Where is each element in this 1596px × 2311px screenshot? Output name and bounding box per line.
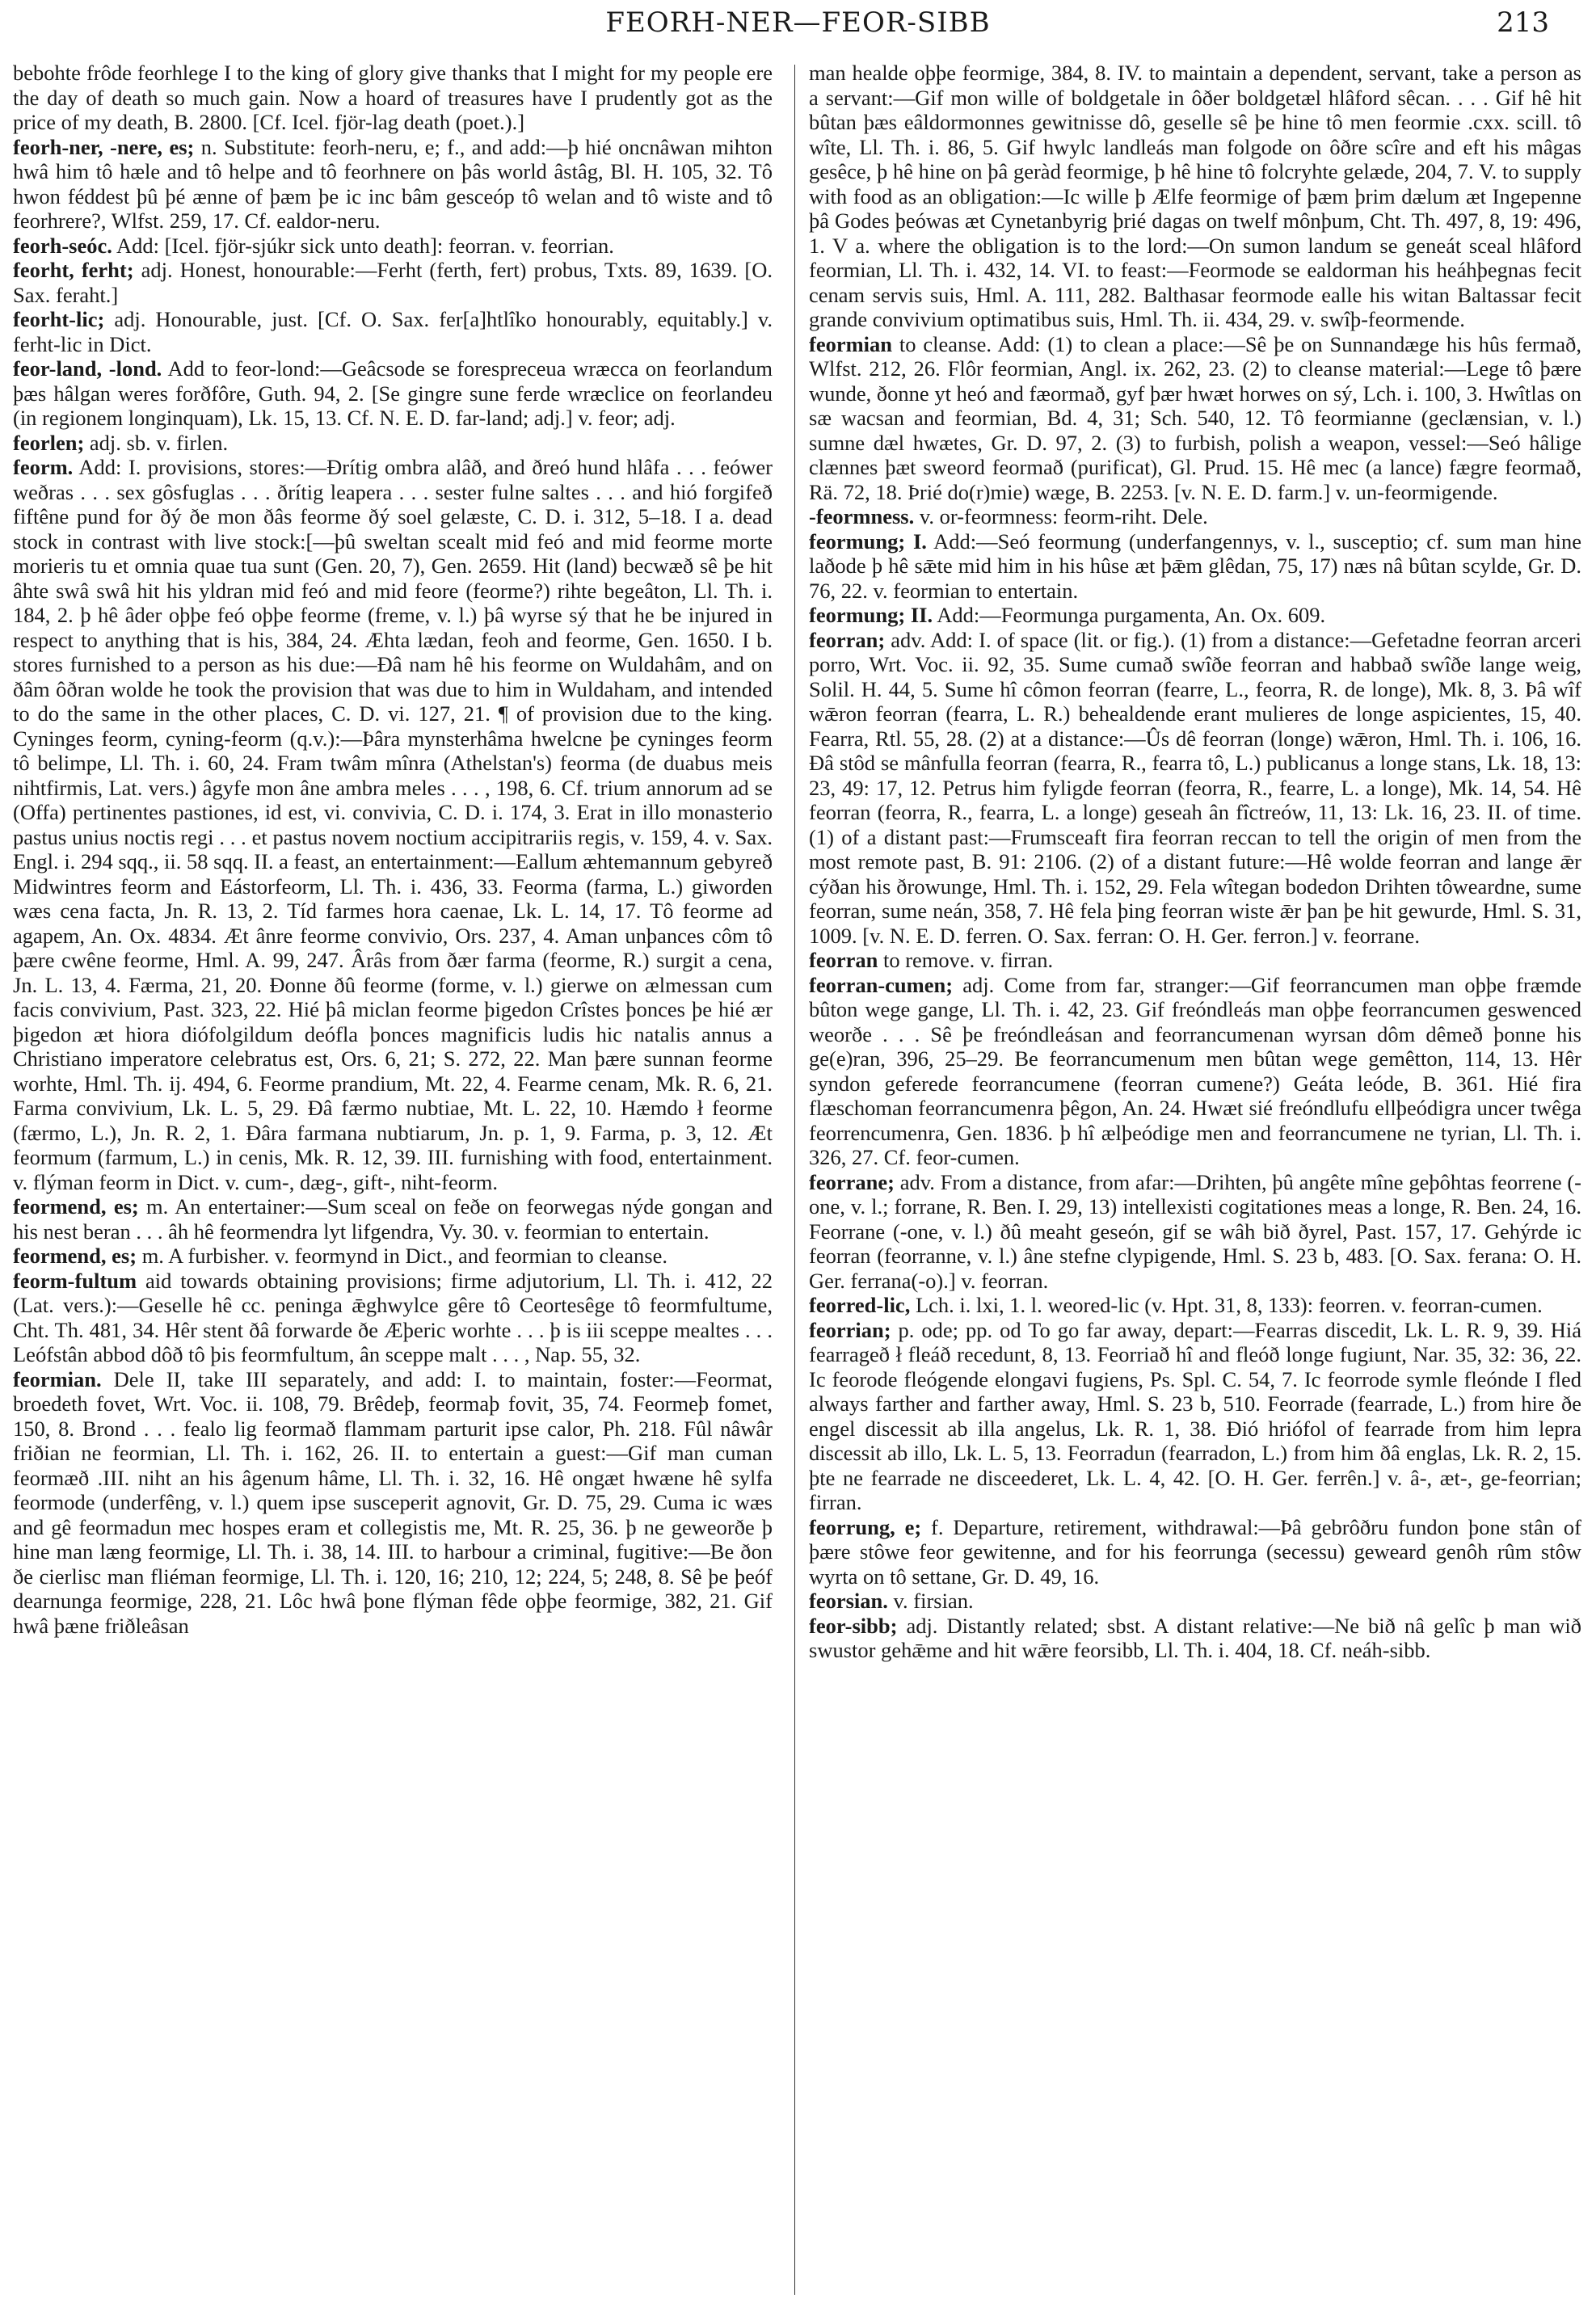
dictionary-entry bbox=[809, 332, 1581, 505]
entry-text: aid towards obtaining provisions; firme adjutorium, Ll. Th. i. 412, 22 (Lat. vers.):—Geselle hê cc. peninga ǣghwylce gêre tô Ceortesêge tô feormfultume, Cht. Th. 481, 34. Hêr stent ðâ forwarde ðe Æþeric worhte . . . þ is iii sceppe mealtes . . . Leófstân abbod dôð tô þis feormfultum, ân sceppe malt . . . , Nap. 55, 32. bbox=[13, 1268, 773, 1366]
dictionary-entry bbox=[13, 431, 773, 456]
dictionary-entry bbox=[809, 603, 1581, 628]
dictionary-entry bbox=[13, 1367, 773, 1639]
entry-text: Dele II, take III separately, and add: I. to maintain, foster:—Feormat, broedeth fovet, Wrt. Voc. ii. 108, 79. Brêdeþ, feormaþ fovit, 35, 74. Feormeþ fomet, 150, 8. Brond . . . fealo lig feormað flammam parturit ipse calor, Ph. 218. Fûl nâwâr friðian ne feormian, Ll. Th. i. 162, 26. II. to entertain a guest:—Gif man cuman feormæð .III. niht an his âgenum hâme, Ll. Th. i. 32, 16. Hê ongæt hwæne hê sylfa feormode (underfêng, v. l.) quem ipse susceperit agnovit, Gr. D. 75, 29. Cuma ic wæs and gê feormadun mec hospes eram et collegistis me, Mt. R. 25, 36. þ ne geweorðe þ hine man læng feormige, Ll. Th. i. 38, 14. III. to harbour a criminal, fugitive:—Be ðon ðe cierlisc man fliéman feormige, Ll. Th. i. 120, 16; 210, 12; 224, 5; 248, 8. Sê þe þeóf dearnunga feormige, 228, 21. Lôc hwâ þone flýman fêde oþþe feormige, 382, 21. Gif hwâ þæne friðleâsan bbox=[13, 1366, 773, 1638]
entry-text: Add: [Icel. fjör-sjúkr sick unto death]: feorran. v. feorrian. bbox=[116, 233, 614, 258]
entry-headword: feorrian; bbox=[809, 1317, 891, 1342]
entry-text: Add to feor-lond:—Geâcsode se forespreceua wræcca on feorlandum þæs hâlgan weres forðfôre, Guth. 94, 2. [Se gingre sune ferde wræclice on feorlandeu (in regionem longinquam), Lk. 15, 13. Cf. N. E. D. far-land; adj.] v. feor; adj. bbox=[13, 356, 773, 430]
dictionary-entry bbox=[13, 61, 773, 135]
entry-headword: feorm-fultum bbox=[13, 1268, 137, 1293]
running-title: FEORH-NER—FEOR-SIBB bbox=[605, 6, 991, 39]
entry-headword: feor-land, -lond. bbox=[13, 356, 162, 381]
dictionary-entry bbox=[809, 1170, 1581, 1294]
page-number: 213 bbox=[1497, 6, 1549, 39]
dictionary-entry bbox=[809, 948, 1581, 973]
entry-text: Add:—Seó feormung (underfangennys, v. l., susceptio; cf. sum man hine laðode þ hê sǣte mid him in his hûse æt þǣm glêdan, 75, 17) næs nâ bûtan scylde, Gr. D. 76, 22. v. feormian to entertain. bbox=[809, 528, 1581, 603]
entry-text: p. ode; pp. od To go far away, depart:—Fearras discedit, Lk. L. R. 9, 39. Hiá fearrageð ł fleáð recedunt, 8, 13. Feorriað hî and fleóð longe fugiunt, Nar. 35, 32: 36, 22. Ic feorode fleógende elongavi fugiens, Ps. Spl. C. 54, 7. Ic feorrode symle fleónde I fled always farther and farther away, Hml. S. 23 b, 510. Feorrade (fearrade, L.) from hire ðe engel discessit ab illa angelus, Lk. R. 1, 38. Ðió hriófol of fearrade from him lepra discessit ab illo, Lk. L. 5, 13. Feorradun (fearradon, L.) from him ðâ englas, Lk. R. 2, 15. þte ne fearrade ne disceederet, Lk. L. 4, 42. [O. H. Ger. ferrên.] v. â-, æt-, ge-feorrian; firran. bbox=[809, 1317, 1581, 1514]
entry-headword: feorrung, e; bbox=[809, 1514, 922, 1539]
dictionary-entry bbox=[809, 1318, 1581, 1515]
dictionary-entry bbox=[809, 628, 1581, 949]
entry-headword: feorm. bbox=[13, 455, 74, 479]
entry-headword: -feormness. bbox=[809, 504, 915, 528]
dictionary-entry bbox=[13, 135, 773, 234]
entry-text: adj. Honourable, just. [Cf. O. Sax. fer[a]htlîko honourably, equitably.] v. ferht-lic in Dict. bbox=[13, 307, 773, 356]
dictionary-entry bbox=[13, 234, 773, 259]
dictionary-entry bbox=[13, 356, 773, 431]
entry-headword: feormend, es; bbox=[13, 1244, 137, 1268]
entry-headword: feorht-lic; bbox=[13, 307, 105, 331]
dictionary-entry bbox=[13, 307, 773, 356]
entry-headword: feorred-lic, bbox=[809, 1293, 911, 1317]
entry-text: adj. Come from far, stranger:—Gif feorrancumen man oþþe fræmde bûton wege gange, Ll. Th. i. 42, 23. Gif freóndleás man oþþe feorrancumen geswenced weorðe . . . Sê þe freóndleásan and feorrancumenan wyrsan dôm dêmeð þonne his ge(e)ran, 396, 25–29. Be feorrancumenum men bûtan wege gemêtton, 114, 13. Hêr syndon geferede feorrancumene (feorran cumene?) Geáta leóde, B. 361. Hié fira flæschoman feorrancumenra þêgon, An. 24. Hwæt sié freóndlufu ellþeódigra uncer twêga feorrencumenra, Gen. 1836. þ hî ælþeódige men and feorrancumene ne tyrian, Ll. Th. i. 326, 27. Cf. feor-cumen. bbox=[809, 972, 1581, 1169]
entry-text: v. or-feormness: feorm-riht. Dele. bbox=[919, 504, 1208, 528]
dictionary-entry bbox=[13, 1244, 773, 1269]
entry-headword: feormian bbox=[809, 331, 893, 356]
dictionary-entry bbox=[809, 1614, 1581, 1663]
entry-headword: feorsian. bbox=[809, 1589, 888, 1613]
entry-headword: feormung; I. bbox=[809, 528, 927, 554]
dictionary-entry bbox=[809, 529, 1581, 604]
entry-headword: feor-sibb; bbox=[809, 1613, 898, 1638]
column-divider bbox=[794, 65, 795, 2295]
entry-headword: feorran-cumen; bbox=[809, 972, 954, 997]
entry-headword: feormian. bbox=[13, 1366, 102, 1391]
entry-headword: feormend, es; bbox=[13, 1194, 139, 1219]
entry-text: n. Substitute: feorh-neru, e; f., and add:—þ hié oncnâwan mihton hwâ him tô hæle and tô helpe and tô feorhnere on þâs world âstâg, Bl. H. 105, 32. Tô hwon féddest þû þé ænne of þæm þe ic inc bâm gesceóp tô welan and tô wiste and tô feorhrere?, Wlfst. 259, 17. Cf. ealdor-neru. bbox=[13, 134, 773, 233]
dictionary-entry bbox=[809, 504, 1581, 529]
dictionary-entry bbox=[809, 61, 1581, 332]
entry-text: Lch. i. lxi, 1. l. weored-lic (v. Hpt. 31, 8, 133): feorren. v. feorran-cumen. bbox=[915, 1293, 1543, 1317]
entry-text: man healde oþþe feormige, 384, 8. IV. to maintain a dependent, servant, take a person as a servant:—Gif mon wille of boldgetale in ôðer boldgetæl hlâford sêcan. . . . Gif hê hit bûtan þæs eâldormonnes gewitnisse dô, geselle sê þe hine tô men feormie .cxx. scill. tô wîte, Ll. Th. i. 86, 5. Gif hwylc landleás man folgode on ôðre scîre and eft his mâgas gesêce, þ hê hine on þâ geràd feormige, þ hê hine tô folcryhte gelæde, 204, 7. V. to supply with food as an obligation:—Ic wille þ Ælfe feormige of þæm þrim dælum æt Ingepenne þâ Godes þeówas æt Cynetanbyrig þrié dagas on twelf mônþum, Cht. Th. 497, 8, 19: 496, 1. V a. where the obligation is to the lord:—On sumon landum se geneát sceal hlâford feormian, Ll. Th. i. 432, 14. VI. to feast:—Feormode se ealdorman his heáhþegnas fecit cenam servis suis, Hml. A. 111, 282. Balthasar feormode ealle his witan Baltassar fecit grande convivium optimatibus suis, Hml. Th. ii. 434, 29. v. swîþ-feormende. bbox=[809, 61, 1581, 331]
entry-headword: feormung; II. bbox=[809, 603, 933, 627]
dictionary-entry bbox=[809, 1293, 1581, 1318]
entry-headword: feorran bbox=[809, 948, 878, 972]
dictionary-entry bbox=[13, 1269, 773, 1367]
dictionary-entry bbox=[13, 258, 773, 307]
entry-text: to remove. v. firran. bbox=[882, 948, 1054, 972]
entry-text: adv. From a distance, from afar:—Drihten, þû angête mîne geþôhtas feorrene (-one, v. l.; forrane, R. Ben. I. 29, 13) intellexisti cogitationes meas a longe, R. Ben. 24, 16. Feorrane (-one, v. l.) ðû meaht geseón, gif se wâh bið ðyrel, Past. 157, 17. Gehýrde ic feorran (feorranne, v. l.) âne stefne clypigende, Hml. S. 23 b, 483. [O. Sax. ferana: O. H. Ger. ferrana(-o).] v. feorran. bbox=[809, 1169, 1581, 1293]
dictionary-entry bbox=[809, 1589, 1581, 1614]
dictionary-entry bbox=[809, 1515, 1581, 1589]
entry-text: m. A furbisher. v. feormynd in Dict., and feormian to cleanse. bbox=[141, 1244, 667, 1268]
entry-headword: feorrane; bbox=[809, 1169, 895, 1194]
entry-text: to cleanse. Add: (1) to clean a place:—Sê þe on Sunnandæge his hûs fermað, Wlfst. 212, 26. Flôr feormian, Angl. ix. 262, 23. (2) to cleanse material:—Lege tô þære wunde, ðonne yt heó and fæormað, gyf þær hwæt horwes on sý, Lch. i. 100, 3. Hwîtlas on sæ wacsan and feormian, Bd. 4, 31; Sch. 540, 12. Tô feormianne (geclænsian, v. l.) sumne dæl hwætes, Gr. D. 97, 2. (3) to furbish, polish a weapon, vessel:—Seó hâlige clænnes þæt sweord feormað (purificat), Gl. Prud. 15. Hê mec (a lance) fægre feormað, Rä. 72, 18. Þrié do(r)mie) wæge, B. 2253. [v. N. E. D. farm.] v. un-feormigende. bbox=[809, 331, 1581, 504]
entry-text: f. Departure, retirement, withdrawal:—Þâ gebrôðru fundon þone stân of þære stôwe feor gewitenne, and for his feorrunga (secessu) geweard genôh rûm stôw wyrta on tô settane, Gr. D. 49, 16. bbox=[809, 1514, 1581, 1589]
dictionary-entry bbox=[13, 455, 773, 1194]
entry-text: v. firsian. bbox=[893, 1589, 974, 1613]
entry-headword: feorh-ner, -nere, es; bbox=[13, 134, 195, 159]
entry-text: adj. Distantly related; sbst. A distant relative:—Ne bið nâ gelîc þ man wið swustor gehǣme and hit wǣre feorsibb, Ll. Th. i. 404, 18. Cf. neáh-sibb. bbox=[809, 1613, 1581, 1662]
entry-headword: feorh-seóc. bbox=[13, 233, 112, 258]
entry-text: adv. Add: I. of space (lit. or fig.). (1) from a distance:—Gefetadne feorran arceri porro, Wrt. Voc. ii. 92, 35. Sume cumað swîðe feorran and habbað swîðe lange weig, Solil. H. 44, 5. Sume hî cômon feorran (fearre, L., feorra, R. de longe), Mk. 8, 3. Þâ wîf wǣron feorran (fearra, L. R.) behealdende erant mulieres de longe aspicientes, 15, 40. Fearra, Rtl. 55, 28. (2) at a distance:—Ûs dê feorran (longe) wǣron, Hml. Th. i. 106, 16. Ðâ stôd se mânfulla feorran (fearra, R., fearra tô, L.) publicanus a longe stans, Lk. 18, 13: 23, 49: 17, 12. Petrus him fyligde feorran (feorra, R., fearre, L. a longe), Mk. 14, 54. Hê feorran (feorra, R., fearra, L. a longe) geseah ân fîctreów, 11, 13: Lk. 16, 23. II. of time. (1) of a distant past:—Frumsceaft fira feorran reccan to tell the origin of men from the most remote past, B. 91: 2106. (2) of a distant future:—Hê wolde feorran and lange ǣr cýðan his ðrowunge, Hml. Th. i. 152, 29. Fela wîtegan bodedon Drihten tôweardne, sume feorran, sume neán, 358, 7. Hê fela þing feorran wiste ǣr þan þe hit gewurde, Hml. S. 31, 1009. [v. N. E. D. ferren. O. Sax. ferran: O. H. Ger. ferron.] v. feorrane. bbox=[809, 627, 1581, 948]
left-column bbox=[13, 61, 773, 2299]
right-column bbox=[809, 61, 1581, 2299]
dictionary-entry bbox=[809, 973, 1581, 1170]
entry-headword: feorht, ferht; bbox=[13, 258, 134, 282]
entry-text: m. An entertainer:—Sum sceal on feðe on feorwegas nýde gongan and his nest beran . . . âh hê feormendra lyt lifgendra, Vy. 30. v. feormian to entertain. bbox=[13, 1194, 773, 1244]
entry-headword: feorlen; bbox=[13, 430, 85, 455]
entry-text: adj. Honest, honourable:—Ferht (ferth, fert) probus, Txts. 89, 1639. [O. Sax. feraht.] bbox=[13, 258, 773, 307]
entry-text: Add: I. provisions, stores:—Ðrítig ombra alâð, and ðreó hund hlâfa . . . feówer weðras . . . sex gôsfuglas . . . ðrítig leapera . . . sester fulne saltes . . . and hió forgifeð fiftêne pund for ðý ðe mon ðâs feorme ðý soel gelæste, C. D. i. 312, 5–18. I a. dead stock in contrast with live stock:[—þû sweltan scealt mid feó and mid feorme morte morieris tu et omnia quae tua sunt (Gen. 20, 7), Gen. 2659. Hit (land) becwæð sê þe hit âhte swâ swâ hit his yldran mid feó and mid feore (feorme?) rihte begeâton, Ll. Th. i. 184, 2. þ hê âder oþþe feó oþþe feorme (freme, v. l.) þâ wyrse sý that he be injured in respect to anything that is his, 384, 24. Æhta lædan, feoh and feorme, Gen. 1650. I b. stores furnished to a person as his due:—Ðâ nam hê his feorme on Wuldahâm, and on ðâm ôðran wolde he took the provision that was due to him in Wuldaham, and intended to do the same in the other places, C. D. vi. 127, 21. ¶ of provision due to the king. Cyninges feorm, cyning-feorm (q.v.):—Þâra mynsterhâma hwelcne þe cyninges feorm tô belimpe, Ll. Th. i. 60, 24. Fram twâm mînra (Athelstan's) feorma (de duabus meis nihtfirmis, Lat. vers.) âgyfe mon âne ambra meles . . . , 198, 6. Cf. trium annorum ad se (Offa) pertinentes pastiones, id est, vi. convivia, C. D. i. 174, 3. Erat in illo monasterio pastus unius noctis regi . . . et pastus novem noctium accipitrariis regis, v. 159, 4. v. Sax. Engl. i. 294 sqq., ii. 58 sqq. II. a feast, an entertainment:—Eallum æhtemannum gebyreð Midwintres feorm and Eástorfeorm, Ll. Th. i. 436, 33. Feorma (farma, L.) giworden wæs cena facta, Jn. R. 13, 2. Tíd farmes hora caenae, Lk. L. 14, 17. Tô feorme ad agapem, An. Ox. 4834. Æt ânre feorme convivio, Ors. 237, 4. Aman unþances côm tô þære cwêne feorme, Hml. A. 99, 247. Ârâs from ðær farma (feorme, R.) surgit a cena, Jn. L. 13, 4. Færma, 21, 20. Ðonne ðû feorme (forme, v. l.) gierwe on ælmessan cum facis convivium, Past. 323, 22. Hié þâ miclan feorme þigedon Crîstes þonces þe hié ær þigedon æt hiora diófolgildum deófla þonces magnificis ludis hic natalis annus a Christiano imperatore celebratus est, Ors. 6, 21; S. 272, 22. Man þære sunnan feorme worhte, Hml. Th. ij. 494, 6. Feorme prandium, Mt. 22, 4. Fearme cenam, Mk. R. 6, 21. Farma convivium, Lk. L. 5, 29. Ðâ færmo nubtiae, Mt. L. 22, 10. Hæmdo ł feorme (færmo, L.), Jn. R. 2, 1. Ðâra farmana nubtiarum, Jn. p. 1, 9. Farma, p. 3, 12. Æt feormum (farmum, L.) in cenis, Mk. R. 12, 39. III. furnishing with food, entertainment. v. flýman feorm in Dict. v. cum-, dæg-, gift-, niht-feorm. bbox=[13, 455, 773, 1194]
entry-text: bebohte frôde feorhlege I to the king of glory give thanks that I might for my people ere the day of death so much gain. Now a hoard of treasures have I prudently got as the price of my death, B. 2800. [Cf. Icel. fjör-lag death (poet.).] bbox=[13, 61, 773, 134]
entry-text: adj. sb. v. firlen. bbox=[89, 430, 229, 455]
entry-text: Add:—Feormunga purgamenta, An. Ox. 609. bbox=[937, 603, 1326, 627]
page-header bbox=[0, 6, 1596, 55]
dictionary-entry bbox=[13, 1194, 773, 1244]
entry-headword: feorran; bbox=[809, 627, 886, 652]
